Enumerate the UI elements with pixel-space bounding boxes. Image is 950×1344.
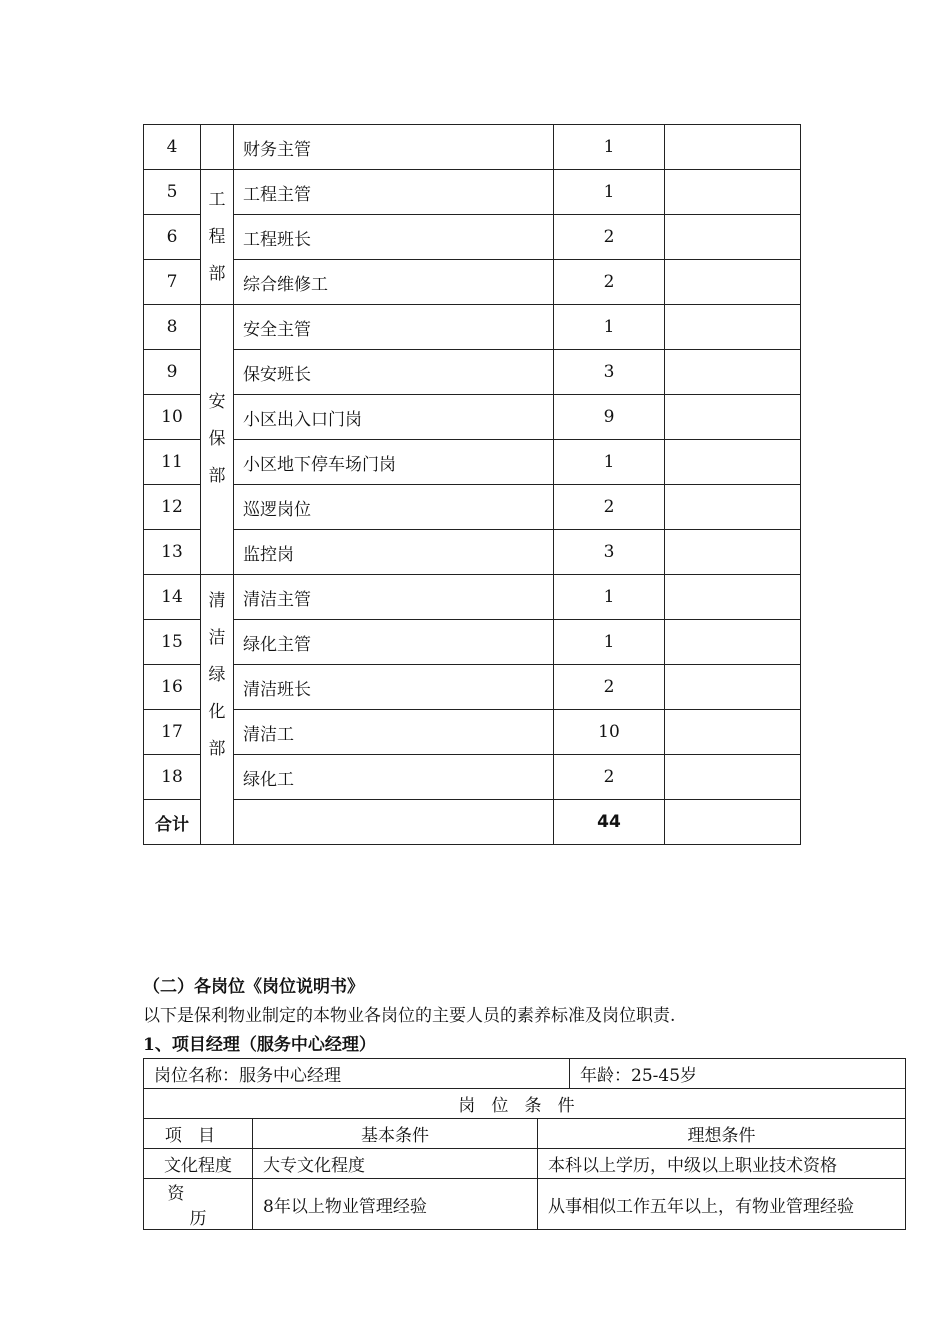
post-name: 小区地下停车场门岗 [234, 440, 554, 485]
post-name-cell: 岗位名称：服务中心经理 [144, 1059, 570, 1089]
row-number: 13 [144, 530, 201, 575]
table-row [144, 440, 801, 485]
table-row [144, 125, 801, 170]
headcount: 10 [554, 710, 665, 755]
row-number: 6 [144, 215, 201, 260]
headcount: 3 [554, 530, 665, 575]
remark-cell [665, 755, 801, 800]
ideal-cell: 从事相似工作五年以上，有物业管理经验 [538, 1179, 906, 1230]
remark-cell [665, 575, 801, 620]
post-name: 监控岗 [234, 530, 554, 575]
column-header-item: 项目 [144, 1119, 253, 1149]
remark-cell [665, 395, 801, 440]
table-row [144, 755, 801, 800]
headcount: 1 [554, 125, 665, 170]
department-security: 安 保 部 [201, 305, 234, 575]
row-number: 7 [144, 260, 201, 305]
table-row [144, 215, 801, 260]
remark-cell [665, 530, 801, 575]
headcount: 2 [554, 215, 665, 260]
post-name: 清洁班长 [234, 665, 554, 710]
remark-cell [665, 620, 801, 665]
row-number: 17 [144, 710, 201, 755]
conditions-header-text: 岗位条件 [458, 1096, 591, 1116]
remark-cell [665, 800, 801, 845]
total-row [144, 800, 801, 845]
post-name: 清洁工 [234, 710, 554, 755]
table-row [144, 665, 801, 710]
column-header-basic: 基本条件 [253, 1119, 538, 1149]
remark-cell [665, 305, 801, 350]
remark-cell [665, 485, 801, 530]
basic-cell: 8年以上物业管理经验 [253, 1179, 538, 1230]
row-number: 11 [144, 440, 201, 485]
table-row [144, 170, 801, 215]
post-name: 工程班长 [234, 215, 554, 260]
ideal-cell: 本科以上学历，中级以上职业技术资格 [538, 1149, 906, 1179]
basic-cell: 大专文化程度 [253, 1149, 538, 1179]
age-cell: 年龄：25-45岁 [570, 1059, 906, 1089]
remark-cell [665, 170, 801, 215]
table-row [144, 350, 801, 395]
row-number: 16 [144, 665, 201, 710]
item-cell: 资历 [144, 1179, 253, 1230]
table-row [144, 1059, 906, 1089]
table-row [144, 1179, 906, 1230]
conditions-header [144, 1089, 906, 1119]
row-number: 15 [144, 620, 201, 665]
table-row [144, 530, 801, 575]
department-cleaning-greening: 清 洁 绿 化 部 [201, 575, 234, 845]
row-number: 14 [144, 575, 201, 620]
table-row [144, 710, 801, 755]
table-row [144, 395, 801, 440]
intro-paragraph: 以下是保利物业制定的本物业各岗位的主要人员的素养标准及岗位职责. [143, 1006, 676, 1026]
remark-cell [665, 260, 801, 305]
column-header-ideal: 理想条件 [538, 1119, 906, 1149]
post-name: 小区出入口门岗 [234, 395, 554, 440]
headcount: 2 [554, 755, 665, 800]
headcount: 1 [554, 305, 665, 350]
table-row [144, 620, 801, 665]
table-row [144, 1149, 906, 1179]
headcount: 1 [554, 575, 665, 620]
remark-cell [665, 710, 801, 755]
row-number: 4 [144, 125, 201, 170]
table-row [144, 1089, 906, 1119]
table-row [144, 260, 801, 305]
total-count: 44 [554, 800, 665, 845]
total-label: 合计 [144, 800, 201, 845]
headcount: 3 [554, 350, 665, 395]
row-number: 9 [144, 350, 201, 395]
headcount: 9 [554, 395, 665, 440]
department-engineering: 工 程 部 [201, 170, 234, 305]
headcount: 1 [554, 440, 665, 485]
post-name: 保安班长 [234, 350, 554, 395]
subsection-title: 1、项目经理（服务中心经理） [143, 1035, 376, 1055]
headcount: 2 [554, 485, 665, 530]
headcount: 1 [554, 620, 665, 665]
item-cell: 文化程度 [144, 1149, 253, 1179]
headcount: 2 [554, 665, 665, 710]
row-number: 8 [144, 305, 201, 350]
section-title: （二）各岗位《岗位说明书》 [143, 977, 364, 997]
table-row [144, 485, 801, 530]
post-name: 工程主管 [234, 170, 554, 215]
remark-cell [665, 215, 801, 260]
post-name [234, 800, 554, 845]
table-row [144, 305, 801, 350]
remark-cell [665, 440, 801, 485]
remark-cell [665, 350, 801, 395]
headcount: 2 [554, 260, 665, 305]
row-number: 5 [144, 170, 201, 215]
post-name: 绿化工 [234, 755, 554, 800]
department-cell [201, 125, 234, 170]
staffing-table [143, 124, 801, 845]
post-name: 巡逻岗位 [234, 485, 554, 530]
remark-cell [665, 665, 801, 710]
post-name: 安全主管 [234, 305, 554, 350]
post-name: 综合维修工 [234, 260, 554, 305]
post-name: 清洁主管 [234, 575, 554, 620]
row-number: 10 [144, 395, 201, 440]
remark-cell [665, 125, 801, 170]
post-name: 财务主管 [234, 125, 554, 170]
table-row [144, 575, 801, 620]
table-header-row [144, 1119, 906, 1149]
headcount: 1 [554, 170, 665, 215]
job-description-table [143, 1058, 906, 1230]
row-number: 12 [144, 485, 201, 530]
row-number: 18 [144, 755, 201, 800]
post-name: 绿化主管 [234, 620, 554, 665]
